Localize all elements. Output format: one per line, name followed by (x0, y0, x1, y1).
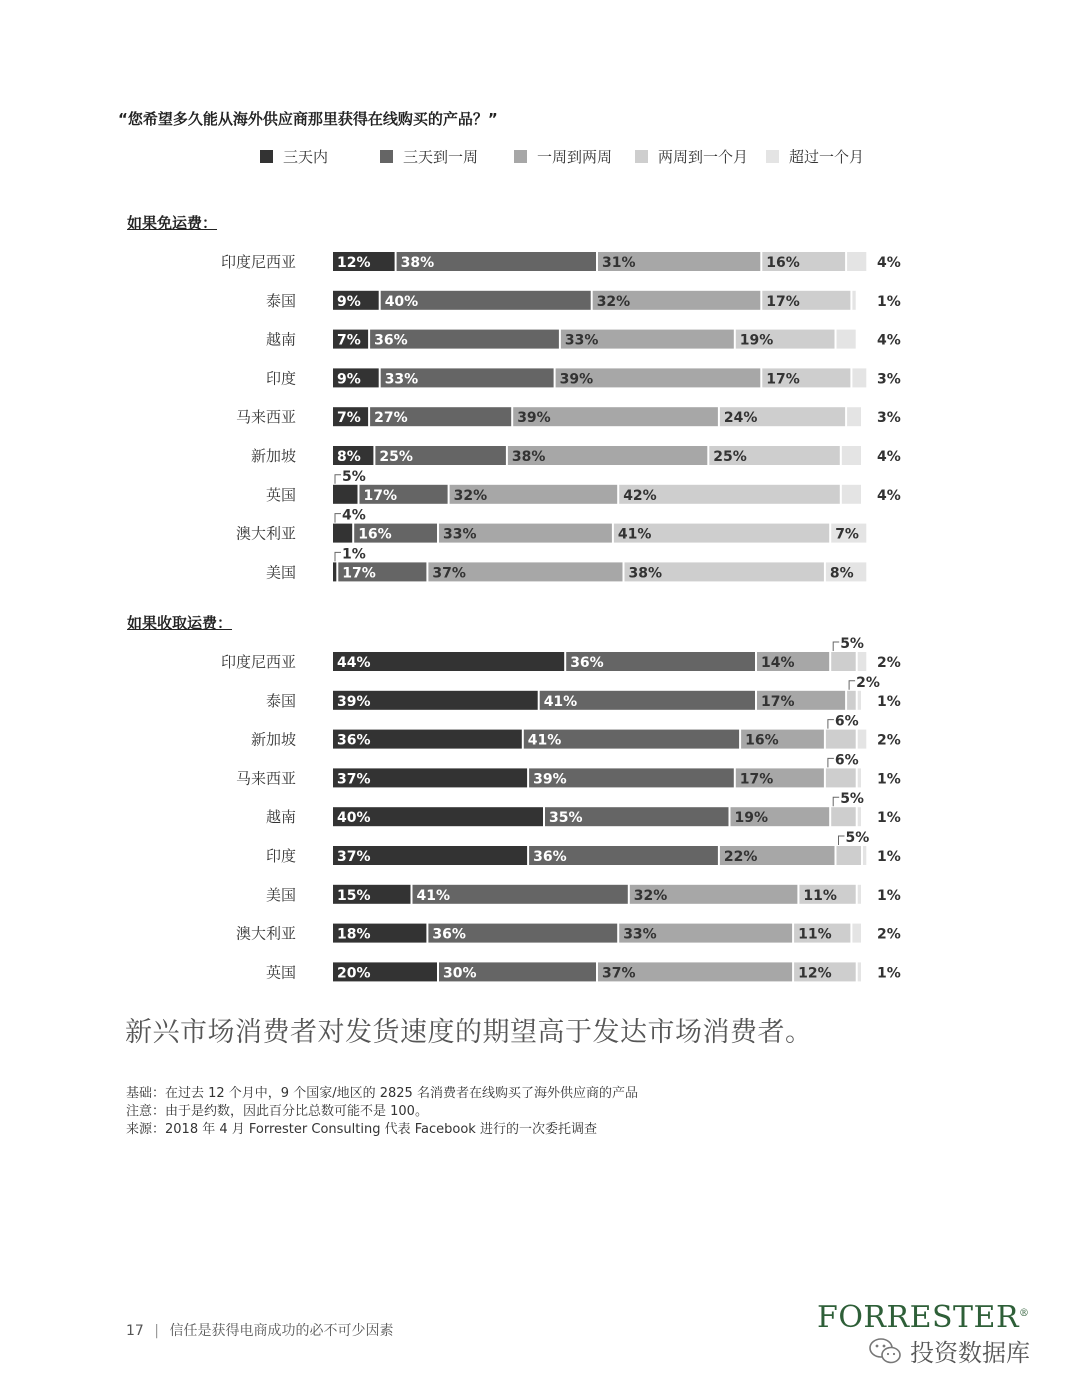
forrester-logo (817, 1300, 1030, 1335)
data-label: 1% (877, 849, 901, 865)
data-label: 39% (533, 771, 567, 788)
headline: 新兴市场消费者对发货速度的期望高于发达市场消费者。 (125, 1017, 813, 1048)
bar-segment (852, 291, 855, 310)
category-label: 美国 (265, 563, 296, 582)
data-label: 37% (432, 565, 466, 582)
data-label: 3% (877, 410, 901, 427)
data-label: 6% (834, 713, 859, 730)
data-label: 4% (877, 332, 901, 349)
data-label: 33% (443, 526, 477, 543)
callout-line (828, 720, 834, 729)
bar-segment (333, 562, 336, 581)
section-label-free-shipping: 如果免运费： (127, 214, 218, 232)
category-label: 印度尼西亚 (220, 653, 296, 671)
page-number: 17 (126, 1323, 144, 1339)
category-label: 澳大利亚 (235, 924, 296, 943)
data-label: 32% (596, 293, 631, 310)
category-label: 英国 (265, 485, 296, 504)
data-label: 5% (840, 636, 864, 652)
data-label: 15% (337, 887, 371, 904)
bar-segment (837, 846, 862, 865)
data-label: 36% (374, 332, 408, 349)
data-label: 27% (374, 410, 408, 427)
data-label: 38% (628, 565, 663, 582)
data-label: 36% (337, 732, 371, 749)
footnote-note: 注意：由于是约数，因此百分比总数可能不是 100。 (126, 1104, 428, 1119)
bar-segment (831, 652, 856, 671)
data-label: 36% (570, 655, 604, 671)
category-label: 澳大利亚 (235, 524, 296, 543)
bar-segment (858, 962, 861, 981)
data-label: 41% (543, 693, 578, 710)
bar-segment (842, 446, 861, 465)
page-footer (126, 1320, 393, 1340)
data-label: 36% (432, 926, 466, 943)
data-label: 1% (877, 293, 901, 310)
data-label: 5% (845, 830, 870, 846)
data-label: 30% (443, 965, 477, 982)
data-label: 4% (877, 449, 901, 465)
data-label: 2% (877, 926, 901, 943)
data-label: 41% (617, 526, 652, 543)
bar-segment (826, 768, 856, 787)
data-label: 37% (337, 849, 371, 865)
data-label: 1% (877, 693, 901, 710)
legend-label: 三天到一周 (403, 148, 479, 166)
data-label: 6% (834, 752, 859, 769)
data-label: 19% (734, 810, 769, 827)
data-label: 1% (877, 887, 901, 904)
data-label: 4% (877, 255, 901, 271)
data-label: 17% (766, 293, 800, 310)
bar-segment (863, 846, 866, 865)
data-label: 38% (511, 449, 546, 465)
data-label: 16% (745, 732, 779, 749)
data-label: 9% (337, 293, 361, 310)
bar-segment (826, 730, 856, 749)
bar-segment (858, 768, 861, 787)
data-label: 40% (384, 293, 419, 310)
data-label: 11% (803, 887, 837, 904)
data-label: 2% (877, 732, 901, 749)
data-label: 39% (337, 693, 371, 710)
category-label: 越南 (265, 330, 296, 349)
category-label: 英国 (265, 963, 296, 982)
bar-segment (847, 407, 861, 426)
watermark (868, 1333, 1030, 1368)
data-label: 25% (713, 449, 747, 465)
wechat-icon (868, 1336, 902, 1366)
data-label: 37% (602, 965, 636, 982)
footnotes (126, 1085, 638, 1139)
bar-segment (333, 524, 352, 543)
callout-line (833, 642, 839, 651)
data-label: 32% (453, 487, 488, 504)
bar-segment (858, 652, 867, 671)
callout-line (828, 758, 834, 767)
data-label: 40% (337, 810, 371, 827)
data-label: 17% (761, 693, 795, 710)
category-label: 马来西亚 (235, 769, 296, 788)
data-label: 33% (623, 926, 657, 943)
footer-separator: | (154, 1323, 159, 1339)
category-label: 泰国 (265, 291, 296, 310)
data-label: 20% (337, 965, 371, 982)
data-label: 4% (342, 507, 366, 524)
legend-label: 三天内 (283, 148, 329, 166)
data-label: 7% (835, 526, 859, 543)
data-label: 38% (400, 255, 435, 271)
category-label: 泰国 (265, 691, 296, 710)
data-label: 16% (766, 255, 800, 271)
callout-line (335, 475, 341, 484)
bar-segment (837, 330, 856, 349)
bar-segment (831, 807, 856, 826)
callout-line (833, 797, 839, 806)
callout-line (849, 681, 855, 690)
data-label: 44% (337, 655, 371, 671)
bar-segment (852, 924, 861, 943)
data-label: 2% (877, 655, 901, 671)
bar-segment (858, 807, 861, 826)
data-label: 41% (527, 732, 562, 749)
data-label: 11% (798, 926, 832, 943)
data-label: 8% (829, 565, 854, 582)
footer-text: 信任是获得电商成功的必不可少因素 (169, 1323, 394, 1339)
data-label: 18% (337, 926, 371, 943)
data-label: 4% (877, 487, 901, 504)
bar-segment (333, 485, 358, 504)
registered-mark: ® (1019, 1308, 1030, 1319)
data-label: 17% (739, 771, 774, 788)
bar-segment (858, 691, 861, 710)
data-label: 35% (549, 810, 583, 827)
category-label: 越南 (265, 808, 296, 827)
data-label: 36% (533, 849, 567, 865)
category-label: 印度 (265, 369, 296, 388)
data-label: 9% (337, 371, 361, 388)
data-label: 5% (342, 468, 366, 485)
data-label: 39% (517, 410, 551, 427)
data-label: 32% (633, 887, 668, 904)
data-label: 24% (723, 410, 758, 427)
legend-label: 一周到两周 (537, 148, 613, 166)
bar-segment (858, 885, 861, 904)
data-label: 41% (416, 887, 451, 904)
data-label: 25% (379, 449, 413, 465)
data-label: 22% (723, 849, 758, 865)
callout-line (335, 552, 341, 561)
bar-segment (858, 730, 867, 749)
data-label: 17% (363, 487, 398, 504)
bar-segment (842, 485, 861, 504)
data-label: 39% (559, 371, 594, 388)
data-label: 2% (856, 674, 880, 691)
data-label: 37% (337, 771, 371, 788)
category-label: 印度 (265, 847, 296, 865)
data-label: 3% (877, 371, 901, 388)
data-label: 42% (623, 487, 657, 504)
data-label: 17% (342, 565, 376, 582)
data-label: 19% (739, 332, 774, 349)
data-label: 1% (877, 810, 901, 827)
bar-segment (847, 691, 856, 710)
legend-label: 超过一个月 (789, 148, 865, 166)
callout-line (839, 836, 845, 845)
category-label: 马来西亚 (235, 408, 296, 427)
chart-question-title: “您希望多久能从海外供应商那里获得在线购买的产品？” (118, 110, 498, 128)
data-label: 1% (342, 546, 366, 563)
data-label: 17% (766, 371, 800, 388)
data-label: 14% (761, 655, 795, 671)
data-label: 33% (564, 332, 599, 349)
data-label: 31% (602, 255, 636, 271)
footnote-base: 基础：在过去 12 个月中，9 个国家/地区的 2825 名消费者在线购买了海外供应商的产品 (126, 1086, 638, 1101)
category-label: 新加坡 (250, 447, 296, 465)
logo-text: FORRESTER (817, 1300, 1020, 1335)
data-label: 7% (337, 410, 361, 427)
callout-line (335, 514, 341, 523)
footnote-source: 来源：2018 年 4 月 Forrester Consulting 代表 Facebook 进行的一次委托调查 (126, 1122, 597, 1137)
watermark-text: 投资数据库 (910, 1339, 1030, 1367)
data-label: 1% (877, 771, 901, 788)
bar-segment (847, 252, 866, 271)
category-label: 美国 (265, 885, 296, 904)
data-label: 7% (337, 332, 361, 349)
category-label: 印度尼西亚 (220, 253, 296, 271)
data-label: 1% (877, 965, 901, 982)
data-label: 5% (840, 791, 864, 808)
data-label: 16% (358, 526, 392, 543)
data-label: 12% (337, 255, 371, 271)
data-label: 12% (798, 965, 832, 982)
data-label: 33% (384, 371, 419, 388)
bar-segment (852, 368, 866, 387)
section-label-paid-shipping: 如果收取运费： (127, 614, 233, 632)
category-label: 新加坡 (250, 730, 296, 749)
data-label: 8% (337, 449, 361, 465)
legend-label: 两周到一个月 (658, 148, 749, 166)
